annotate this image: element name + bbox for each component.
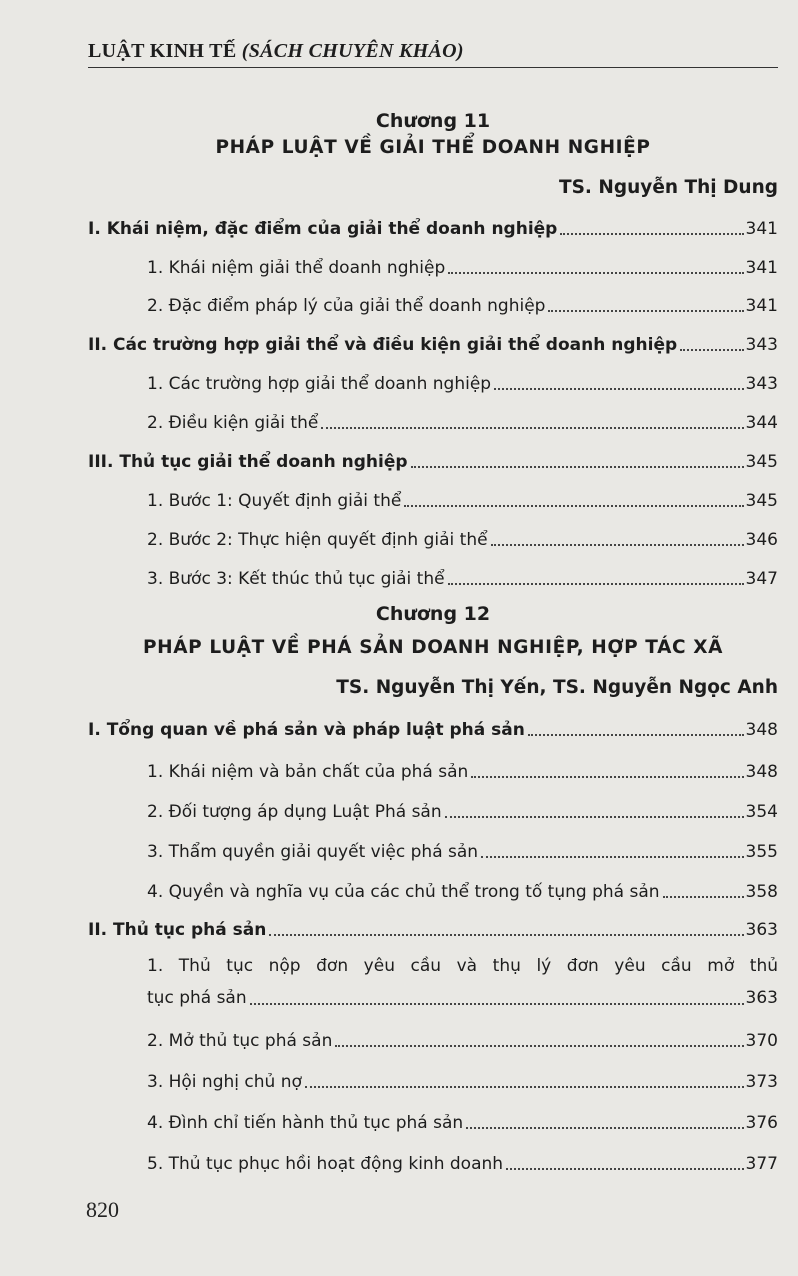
toc-entry[interactable] <box>147 1026 778 1052</box>
toc-entry-page: 346 <box>745 530 778 550</box>
toc-entry-title: II. Các trường hợp giải thể và điều kiện giải thể doanh nghiệp <box>88 335 678 355</box>
leader-dots <box>663 896 744 898</box>
toc-entry-page: 345 <box>745 452 778 472</box>
leader-dots <box>494 388 743 390</box>
leader-dots <box>445 816 744 818</box>
page-number: 820 <box>86 1197 119 1222</box>
toc-entry[interactable] <box>147 1149 778 1175</box>
toc-entry-title: 2. Đặc điểm pháp lý của giải thể doanh nghiệp <box>147 296 546 316</box>
toc-entry-page: 348 <box>745 720 778 740</box>
leader-dots <box>404 505 743 507</box>
toc-entry-title: 4. Quyền và nghĩa vụ của các chủ thể trong tố tụng phá sản <box>147 882 660 902</box>
toc-entry-title: 1. Bước 1: Quyết định giải thể <box>147 491 402 511</box>
leader-dots <box>448 583 744 585</box>
toc-entry[interactable] <box>88 915 778 941</box>
toc-entry[interactable] <box>147 797 778 823</box>
chapter-11-title: PHÁP LUẬT VỀ GIẢI THỂ DOANH NGHIỆP <box>215 137 651 158</box>
leader-dots <box>491 544 744 546</box>
leader-dots <box>481 856 743 858</box>
chapter-11-author: TS. Nguyễn Thị Dung <box>558 177 778 198</box>
toc-entry[interactable] <box>147 564 778 590</box>
toc-entry-page: 363 <box>745 920 778 940</box>
leader-dots <box>269 934 743 936</box>
toc-entry-title: 1. Các trường hợp giải thể doanh nghiệp <box>147 374 492 394</box>
toc-entry-page: 344 <box>745 413 778 433</box>
toc-entry-title: 1. Khái niệm và bản chất của phá sản <box>147 762 469 782</box>
toc-entry[interactable] <box>147 837 778 863</box>
toc-entry-title: 1. Thủ tục nộp đơn yêu cầu và thụ lý đơn yêu cầu mở thủ <box>147 956 778 976</box>
toc-entry-title: 3. Thẩm quyền giải quyết việc phá sản <box>147 842 479 862</box>
leader-dots <box>560 233 743 235</box>
toc-entry[interactable] <box>147 1108 778 1134</box>
toc-entry-title: 2. Bước 2: Thực hiện quyết định giải thể <box>147 530 488 550</box>
leader-dots <box>305 1086 744 1088</box>
toc-entry[interactable] <box>88 214 778 240</box>
toc-entry-title: I. Khái niệm, đặc điểm của giải thể doanh nghiệp <box>88 219 558 239</box>
toc-entry-title: 3. Hội nghị chủ nợ <box>147 1072 302 1092</box>
toc-entry-page: 370 <box>745 1031 778 1051</box>
toc-entry-page: 348 <box>745 762 778 782</box>
leader-dots <box>548 310 743 312</box>
toc-entry[interactable] <box>147 291 778 317</box>
toc-entry-page: 355 <box>745 842 778 862</box>
toc-entry-title: II. Thủ tục phá sản <box>88 920 267 940</box>
toc-entry-page: 345 <box>745 491 778 511</box>
toc-entry[interactable] <box>147 757 778 783</box>
toc-entry[interactable] <box>147 486 778 512</box>
chapter-12-author: TS. Nguyễn Thị Yến, TS. Nguyễn Ngọc Anh <box>336 677 778 698</box>
toc-entry[interactable] <box>88 330 778 356</box>
chapter-12-label: Chương 12 <box>375 603 491 625</box>
toc-entry[interactable] <box>147 408 778 434</box>
toc-entry-page: 341 <box>745 219 778 239</box>
toc-entry-title-cont: tục phá sản <box>147 988 247 1008</box>
leader-dots <box>411 466 744 468</box>
chapter-11-label: Chương 11 <box>375 110 491 132</box>
toc-entry-title: 2. Đối tượng áp dụng Luật Phá sản <box>147 802 442 822</box>
book-title: LUẬT KINH TẾ <box>88 40 237 62</box>
toc-entry-title: 4. Đình chỉ tiến hành thủ tục phá sản <box>147 1113 464 1133</box>
chapter-12-title: PHÁP LUẬT VỀ PHÁ SẢN DOANH NGHIỆP, HỢP TÁC XÃ <box>142 637 723 658</box>
toc-entry[interactable] <box>147 1067 778 1093</box>
toc-entry-page: 343 <box>745 374 778 394</box>
toc-entry-page: 377 <box>745 1154 778 1174</box>
toc-entry[interactable] <box>88 715 778 741</box>
toc-entry-page: 373 <box>745 1072 778 1092</box>
leader-dots <box>528 734 744 736</box>
header-rule <box>88 67 778 68</box>
toc-entry-page: 341 <box>745 258 778 278</box>
toc-entry[interactable] <box>147 950 778 1014</box>
toc-entry-title: 2. Mở thủ tục phá sản <box>147 1031 333 1051</box>
toc-entry-page: 354 <box>745 802 778 822</box>
toc-entry-title: III. Thủ tục giải thể doanh nghiệp <box>88 452 408 472</box>
toc-entry[interactable] <box>147 253 778 279</box>
toc-entry[interactable] <box>147 877 778 903</box>
leader-dots <box>506 1168 744 1170</box>
toc-entry-title: 5. Thủ tục phục hồi hoạt động kinh doanh <box>147 1154 504 1174</box>
toc-entry-title: 2. Điều kiện giải thể <box>147 413 319 433</box>
toc-entry-title: 3. Bước 3: Kết thúc thủ tục giải thể <box>147 569 445 589</box>
leader-dots <box>471 776 743 778</box>
toc-entry-title: 1. Khái niệm giải thể doanh nghiệp <box>147 258 446 278</box>
leader-dots <box>250 1003 744 1005</box>
book-subtitle: (SÁCH CHUYÊN KHẢO) <box>241 40 464 62</box>
leader-dots <box>335 1045 743 1047</box>
leader-dots <box>321 427 743 429</box>
toc-entry-page: 347 <box>745 569 778 589</box>
toc-entry-title: I. Tổng quan về phá sản và pháp luật phá sản <box>88 720 525 740</box>
toc-entry[interactable] <box>147 369 778 395</box>
leader-dots <box>680 349 743 351</box>
toc-entry-page: 343 <box>745 335 778 355</box>
toc-entry-page: 358 <box>745 882 778 902</box>
toc-entry[interactable] <box>147 525 778 551</box>
leader-dots <box>448 272 743 274</box>
toc-entry-page: 376 <box>745 1113 778 1133</box>
toc-entry-page: 341 <box>745 296 778 316</box>
toc-entry[interactable] <box>88 447 778 473</box>
toc-entry-page: 363 <box>745 988 778 1008</box>
leader-dots <box>466 1127 743 1129</box>
running-head <box>88 40 464 63</box>
